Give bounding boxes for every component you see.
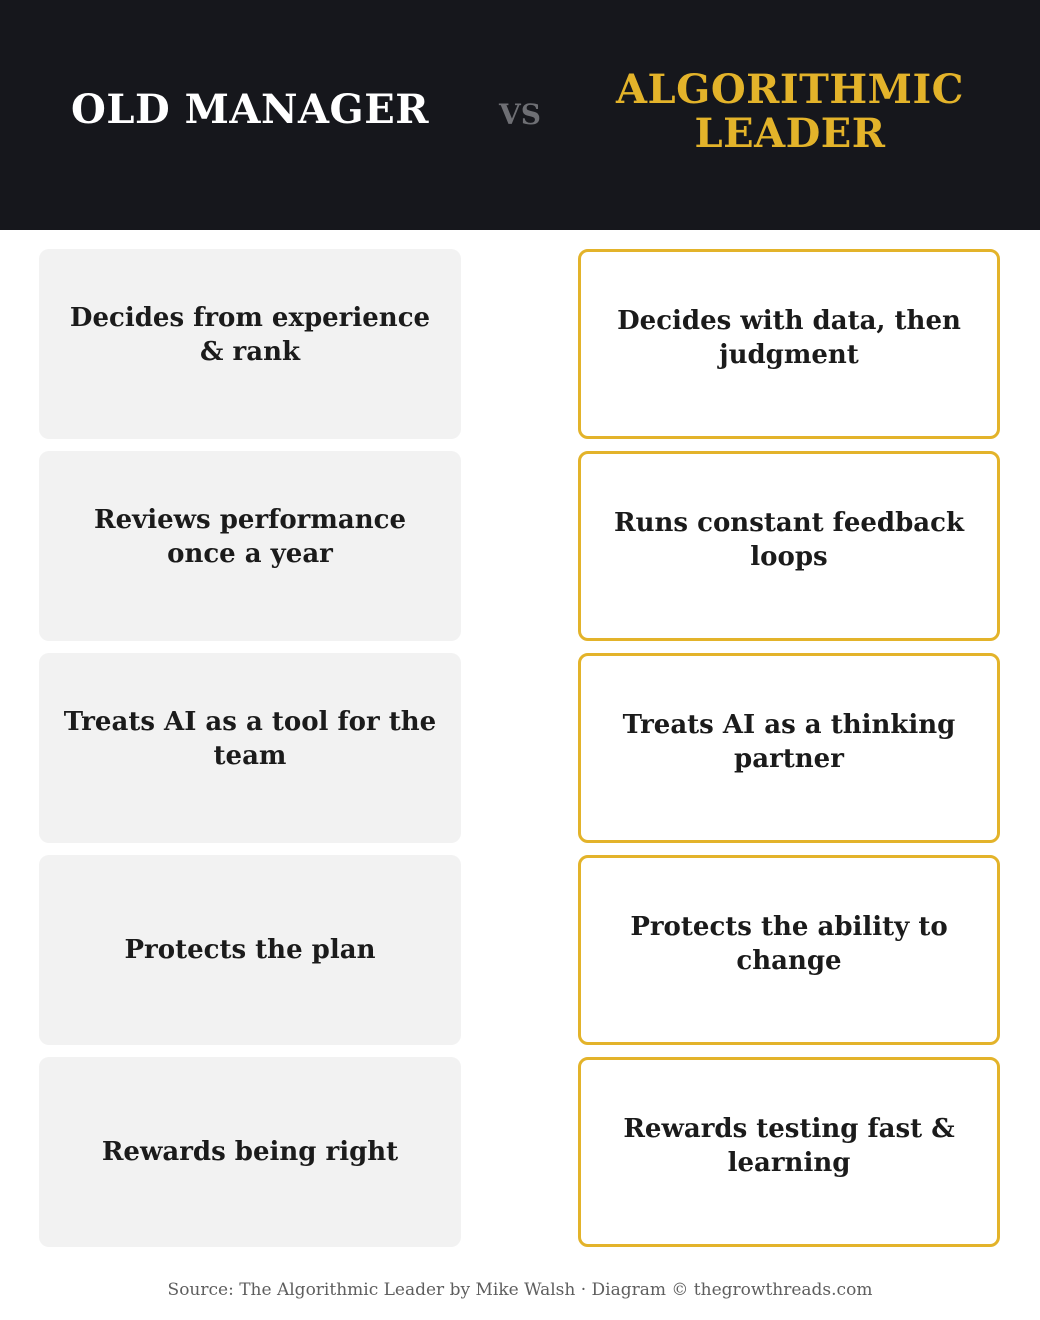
old-card-1 bbox=[39, 249, 461, 439]
new-card-text: Decides with data, then judgment bbox=[617, 306, 961, 370]
new-card-text: Rewards testing fast & learning bbox=[623, 1114, 955, 1178]
algorithmic-leader-title: ALGORITHMIC LEADER bbox=[616, 66, 964, 157]
old-card-text: Rewards being right bbox=[101, 1137, 399, 1167]
new-card-2 bbox=[578, 451, 1000, 641]
new-card-1 bbox=[578, 249, 1000, 439]
old-card-text: Decides from experience & rank bbox=[69, 303, 431, 367]
old-card-4 bbox=[39, 855, 461, 1045]
new-card-text: Protects the ability to change bbox=[630, 912, 948, 976]
new-card-text: Treats AI as a thinking partner bbox=[622, 710, 956, 774]
old-card-text: Reviews performance once a year bbox=[93, 505, 407, 569]
old-manager-title: OLD MANAGER bbox=[71, 86, 429, 133]
new-card-text: Runs constant feedback loops bbox=[614, 508, 964, 572]
vs-label: VS bbox=[499, 98, 541, 131]
old-card-text: Treats AI as a tool for the team bbox=[63, 707, 437, 771]
old-card-3 bbox=[39, 653, 461, 843]
new-card-3 bbox=[578, 653, 1000, 843]
source-footer: Source: The Algorithmic Leader by Mike Walsh · Diagram © thegrowthreads.com bbox=[167, 1280, 873, 1300]
old-card-5 bbox=[39, 1057, 461, 1247]
header-banner bbox=[0, 0, 1040, 230]
old-card-2 bbox=[39, 451, 461, 641]
old-card-text: Protects the plan bbox=[124, 935, 376, 965]
new-card-4 bbox=[578, 855, 1000, 1045]
new-card-5 bbox=[578, 1057, 1000, 1247]
